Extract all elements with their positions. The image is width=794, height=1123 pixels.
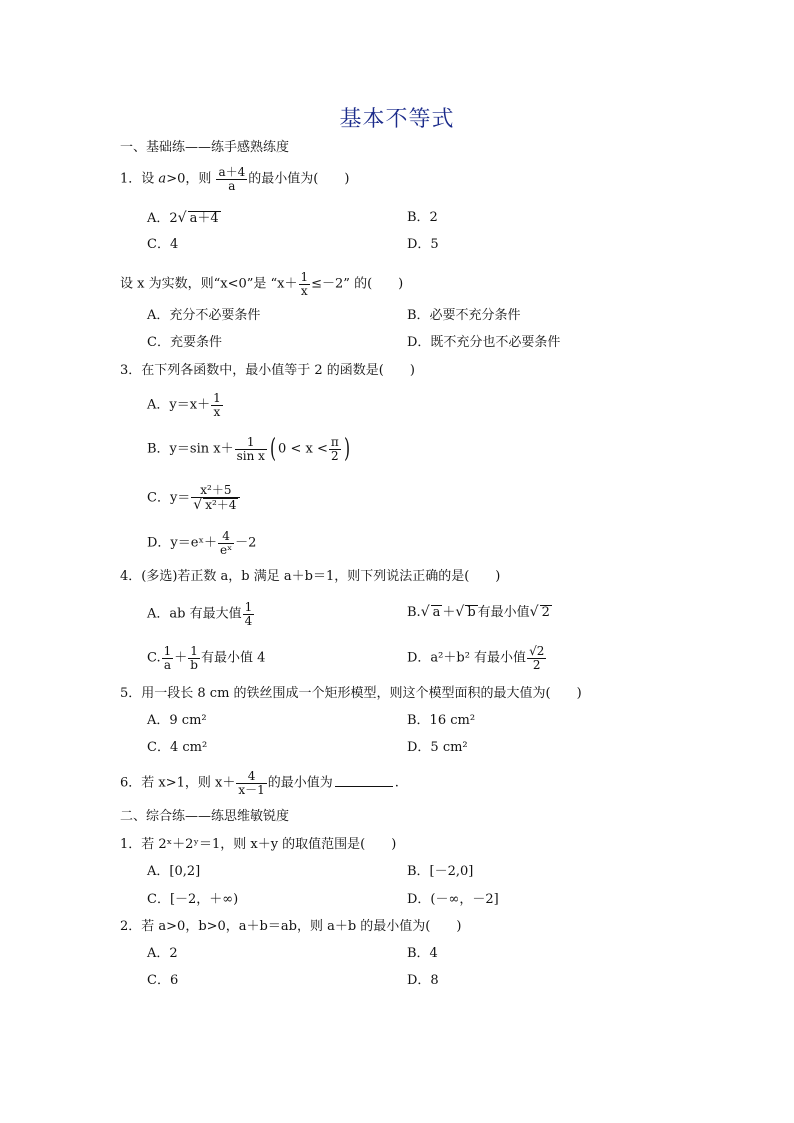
q3-b-cond: 0 < x <: [278, 441, 328, 457]
practice-question-1: 1．若 2ˣ＋2ʸ＝1，则 x＋y 的取值范围是( ): [120, 837, 397, 852]
q4-c-d1: a: [163, 657, 172, 672]
q2-option-d[interactable]: D．既不充分也不必要条件: [407, 335, 561, 350]
p2-option-d[interactable]: D．8: [407, 973, 439, 988]
q4-a-fraction: [243, 601, 255, 627]
q3-b-cond-den: 2: [330, 448, 339, 463]
q2-post: ≤－2” 的( ): [311, 276, 404, 292]
q1-fraction: [216, 166, 247, 192]
practice-question-2: 2．若 a>0，b>0，a＋b＝ab，则 a＋b 的最小值为( ): [120, 919, 462, 934]
q1-cond: >0，则: [166, 171, 216, 187]
q6-fraction: [236, 770, 266, 796]
section-heading-basic: 一、基础练——练手感熟练度: [120, 140, 290, 155]
p1-option-a[interactable]: A．[0,2]: [147, 864, 201, 879]
q6-frac-den: x－1: [238, 782, 265, 797]
q1-post: 的最小值为( ): [248, 171, 350, 187]
question-6: [120, 770, 399, 796]
q4-d-fraction: [527, 645, 546, 671]
q2-frac-num: 1: [300, 270, 309, 284]
question-5: 5．用一段长 8 cm 的铁丝围成一个矩形模型，则这个模型面积的最大值为( ): [120, 686, 582, 701]
sqrt-icon: √: [193, 496, 203, 513]
q4-d-pre: D．a²＋b² 有最小值: [407, 650, 527, 666]
p2-option-c[interactable]: C．6: [147, 973, 179, 988]
q4-option-c[interactable]: [147, 645, 265, 671]
q3-option-b[interactable]: [147, 434, 352, 465]
q1-frac-num: a＋4: [218, 165, 246, 179]
q3-a-den: x: [213, 404, 221, 419]
q6-post: 的最小值为: [267, 775, 333, 791]
q6-end: .: [394, 775, 399, 791]
q4-b-r1: a: [432, 605, 441, 620]
sqrt-icon: √: [177, 210, 187, 226]
q4-d-num: √2: [529, 644, 545, 658]
q4-option-b[interactable]: [407, 603, 552, 622]
q4-a-num: 1: [244, 600, 253, 614]
question-1: [120, 166, 349, 192]
q4-b-r3: 2: [541, 605, 550, 620]
q3-b-den: sin x: [236, 448, 265, 463]
q3-b-num: 1: [235, 436, 267, 450]
q1-a-radicand: a＋4: [189, 211, 219, 226]
q4-c-fraction-1: [162, 645, 174, 671]
q3-option-d[interactable]: [147, 530, 256, 556]
q1-frac-den: a: [228, 178, 236, 193]
section-heading-comprehensive: 二、综合练——练思维敏锐度: [120, 809, 290, 824]
question-2: [120, 271, 403, 297]
sqrt-icon: √: [455, 604, 465, 620]
p2-option-a[interactable]: A．2: [147, 946, 178, 961]
q4-option-a[interactable]: [147, 601, 255, 627]
q2-option-b[interactable]: B．必要不充分条件: [407, 308, 521, 323]
q3-c-den-wrap: [191, 498, 240, 513]
q4-b-pre: B.: [407, 605, 421, 620]
q5-option-b[interactable]: B．16 cm²: [407, 713, 476, 728]
q3-a-pre: A．y＝x＋: [147, 397, 211, 413]
q1-option-b[interactable]: B．2: [407, 210, 438, 225]
q1-option-a[interactable]: [147, 209, 221, 228]
page-title: 基本不等式: [339, 107, 455, 132]
q5-option-c[interactable]: C．4 cm²: [147, 740, 208, 755]
sqrt-icon: √: [420, 604, 430, 620]
q3-d-den: eˣ: [219, 542, 233, 557]
q3-b-fraction: [235, 436, 267, 462]
q3-c-den: x²＋4: [205, 497, 237, 512]
q4-c-n2: 1: [188, 645, 200, 659]
q3-b-pre: B．y＝sin x＋: [147, 441, 234, 457]
q4-c-n1: 1: [163, 644, 172, 658]
q3-d-fraction: [218, 530, 234, 556]
q6-pre: 6．若 x>1，则 x＋: [120, 775, 236, 791]
q4-b-mid: ＋: [442, 605, 456, 620]
q3-a-num: 1: [213, 391, 221, 405]
question-3: 3．在下列各函数中，最小值等于 2 的函数是( ): [120, 363, 415, 378]
question-4: 4．(多选)若正数 a，b 满足 a＋b＝1，则下列说法正确的是( ): [120, 569, 501, 584]
p1-option-c[interactable]: C．[－2，＋∞): [147, 892, 239, 907]
q4-a-pre: A．ab 有最大值: [147, 606, 242, 622]
q2-pre: 设 x 为实数，则“x<0”是 “x＋: [120, 276, 298, 292]
q4-a-den: 4: [244, 613, 253, 628]
q2-option-c[interactable]: C．充要条件: [147, 335, 222, 350]
right-paren-icon: ): [343, 434, 350, 465]
q1-var: a: [158, 171, 167, 187]
q6-frac-num: 4: [236, 770, 266, 784]
q4-b-post: 有最小值: [477, 605, 530, 620]
sqrt-icon: √: [529, 604, 539, 620]
p1-option-b[interactable]: B．[－2,0]: [407, 864, 474, 879]
q3-option-a[interactable]: [147, 392, 224, 418]
q4-option-d[interactable]: [407, 645, 547, 671]
q3-b-cond-fraction: [329, 436, 341, 462]
q1-option-d[interactable]: D．5: [407, 237, 439, 252]
q1-pre: 设: [141, 171, 159, 187]
q5-option-a[interactable]: A．9 cm²: [147, 713, 207, 728]
q3-c-fraction: [191, 484, 240, 512]
q3-d-num: 4: [218, 530, 234, 544]
q5-option-d[interactable]: D．5 cm²: [407, 740, 468, 755]
q1-option-c[interactable]: C．4: [147, 237, 179, 252]
p1-option-d[interactable]: D．(－∞，－2]: [407, 892, 499, 907]
q3-d-pre: D．y＝eˣ＋: [147, 535, 217, 551]
q4-b-r2: b: [467, 605, 476, 620]
answer-blank[interactable]: [335, 774, 393, 787]
q3-a-fraction: [211, 392, 223, 418]
q1-number: 1．: [120, 171, 142, 187]
q2-frac-den: x: [300, 283, 308, 298]
q1-a-label: A．2: [147, 211, 178, 226]
q4-c-pre: C.: [147, 650, 161, 666]
p2-option-b[interactable]: B．4: [407, 946, 438, 961]
left-paren-icon: (: [269, 434, 277, 465]
q3-b-cond-num: π: [330, 435, 339, 449]
q4-c-plus: ＋: [174, 650, 188, 666]
q3-d-post: －2: [235, 535, 257, 551]
q3-c-pre: C．y＝: [147, 490, 191, 506]
q3-c-num: x²＋5: [191, 484, 240, 498]
q4-c-fraction-2: [188, 645, 200, 671]
q2-fraction: [299, 271, 311, 297]
q4-c-post: 有最小值 4: [200, 650, 266, 666]
q2-option-a[interactable]: A．充分不必要条件: [147, 308, 261, 323]
q4-d-den: 2: [532, 657, 541, 672]
q3-option-c[interactable]: [147, 484, 241, 512]
q4-c-d2: b: [190, 657, 198, 672]
